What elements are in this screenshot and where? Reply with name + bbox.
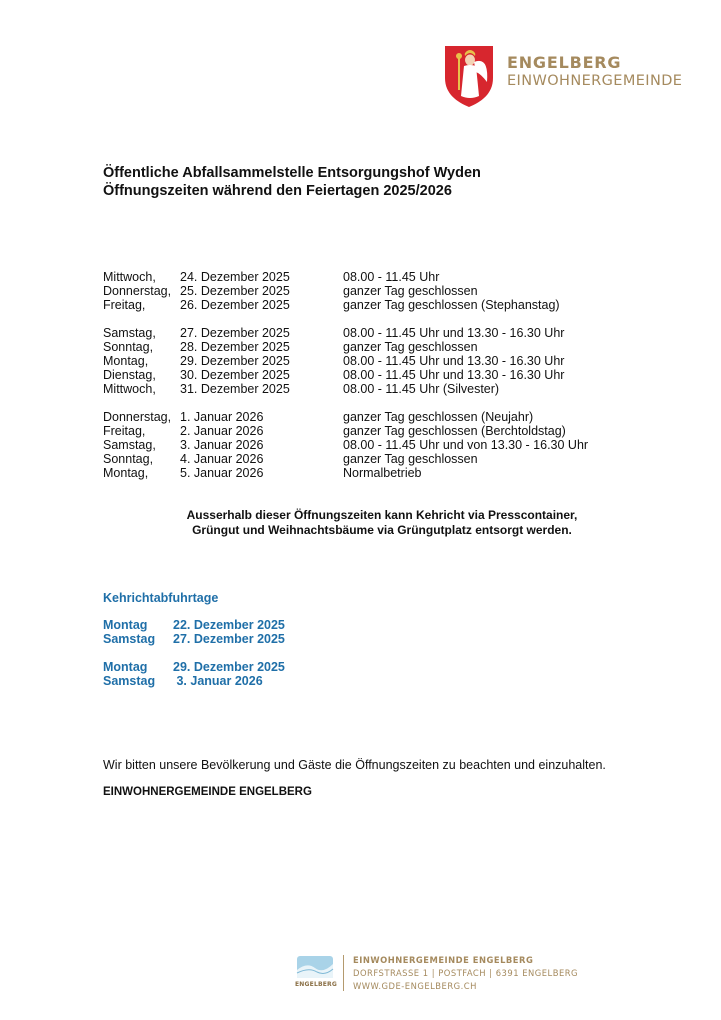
schedule-day: Freitag,	[103, 298, 146, 312]
schedule-date: 3. Januar 2026	[180, 438, 264, 452]
kehricht-title: Kehrichtabfuhrtage	[103, 591, 219, 605]
schedule-hours: ganzer Tag geschlossen	[343, 284, 478, 298]
closing-text: Wir bitten unsere Bevölkerung und Gäste die Öffnungszeiten zu beachten und einzuhalten.	[103, 758, 606, 772]
title-line1: Öffentliche Abfallsammelstelle Entsorgungshof Wyden	[103, 165, 481, 181]
document-title	[103, 164, 481, 200]
kehricht-day: Samstag	[103, 674, 156, 688]
schedule-day: Mittwoch,	[103, 382, 156, 396]
schedule-date: 1. Januar 2026	[180, 410, 264, 424]
notice-line1: Ausserhalb dieser Öffnungszeiten kann Kehricht via Presscontainer,	[186, 508, 578, 522]
schedule-day: Freitag,	[103, 424, 146, 438]
schedule-hours: 08.00 - 11.45 Uhr und von 13.30 - 16.30 Uhr	[343, 438, 589, 452]
schedule-day: Donnerstag,	[103, 410, 172, 424]
brand-wordmark	[507, 54, 682, 90]
schedule-day: Samstag,	[103, 438, 156, 452]
notice-line2: Grüngut und Weihnachtsbäume via Grüngutplatz entsorgt werden.	[192, 523, 572, 537]
footer-website-link[interactable]: WWW.GDE-ENGELBERG.CH	[353, 981, 477, 991]
brand-line2: EINWOHNERGEMEINDE	[507, 73, 683, 89]
signature: EINWOHNERGEMEINDE ENGELBERG	[103, 786, 312, 798]
footer-line2: DORFSTRASSE 1 | POSTFACH | 6391 ENGELBERG	[353, 968, 579, 978]
schedule-hours: 08.00 - 11.45 Uhr und 13.30 - 16.30 Uhr	[343, 354, 565, 368]
schedule-date: 28. Dezember 2025	[180, 340, 290, 354]
schedule-date: 31. Dezember 2025	[180, 382, 290, 396]
schedule-date: 27. Dezember 2025	[180, 326, 290, 340]
schedule-day: Samstag,	[103, 326, 156, 340]
schedule-hours: 08.00 - 11.45 Uhr	[343, 270, 440, 284]
schedule-hours: ganzer Tag geschlossen (Neujahr)	[343, 410, 534, 424]
schedule-date: 26. Dezember 2025	[180, 298, 290, 312]
schedule-day: Dienstag,	[103, 368, 156, 382]
kehricht-day: Montag	[103, 618, 148, 632]
schedule-date: 29. Dezember 2025	[180, 354, 290, 368]
schedule-hours: 08.00 - 11.45 Uhr (Silvester)	[343, 382, 500, 396]
footer-divider	[343, 955, 344, 991]
footer-address	[353, 954, 578, 993]
kehricht-date: 22. Dezember 2025	[173, 618, 285, 632]
footer-line1: EINWOHNERGEMEINDE ENGELBERG	[353, 955, 534, 965]
schedule-day: Sonntag,	[103, 452, 154, 466]
brand-line1: ENGELBERG	[507, 53, 622, 72]
kehricht-day: Samstag	[103, 632, 156, 646]
notice-text	[103, 508, 661, 538]
schedule-date: 2. Januar 2026	[180, 424, 264, 438]
kehricht-day: Montag	[103, 660, 148, 674]
schedule-day: Donnerstag,	[103, 284, 172, 298]
header-logo	[443, 44, 683, 110]
schedule-hours: Normalbetrieb	[343, 466, 422, 480]
title-line2: Öffnungszeiten während den Feiertagen 2025/2026	[103, 183, 452, 199]
schedule-day: Montag,	[103, 466, 149, 480]
kehricht-date: 27. Dezember 2025	[173, 632, 285, 646]
schedule-hours: 08.00 - 11.45 Uhr und 13.30 - 16.30 Uhr	[343, 368, 565, 382]
schedule-day: Sonntag,	[103, 340, 154, 354]
engelberg-crest-icon	[443, 44, 495, 108]
kehricht-date: 3. Januar 2026	[173, 674, 263, 688]
schedule-date: 30. Dezember 2025	[180, 368, 290, 382]
mountain-icon	[295, 954, 335, 980]
schedule-hours: ganzer Tag geschlossen	[343, 452, 478, 466]
schedule-date: 24. Dezember 2025	[180, 270, 290, 284]
schedule-hours: 08.00 - 11.45 Uhr und 13.30 - 16.30 Uhr	[343, 326, 565, 340]
schedule-day: Mittwoch,	[103, 270, 156, 284]
schedule-date: 25. Dezember 2025	[180, 284, 290, 298]
schedule-day: Montag,	[103, 354, 149, 368]
footer-logo-text: ENGELBERG	[295, 981, 337, 988]
footer-logo	[295, 954, 335, 998]
kehricht-date: 29. Dezember 2025	[173, 660, 285, 674]
schedule-hours: ganzer Tag geschlossen (Berchtoldstag)	[343, 424, 566, 438]
schedule-date: 4. Januar 2026	[180, 452, 264, 466]
schedule-hours: ganzer Tag geschlossen	[343, 340, 478, 354]
schedule-hours: ganzer Tag geschlossen (Stephanstag)	[343, 298, 560, 312]
schedule-date: 5. Januar 2026	[180, 466, 264, 480]
